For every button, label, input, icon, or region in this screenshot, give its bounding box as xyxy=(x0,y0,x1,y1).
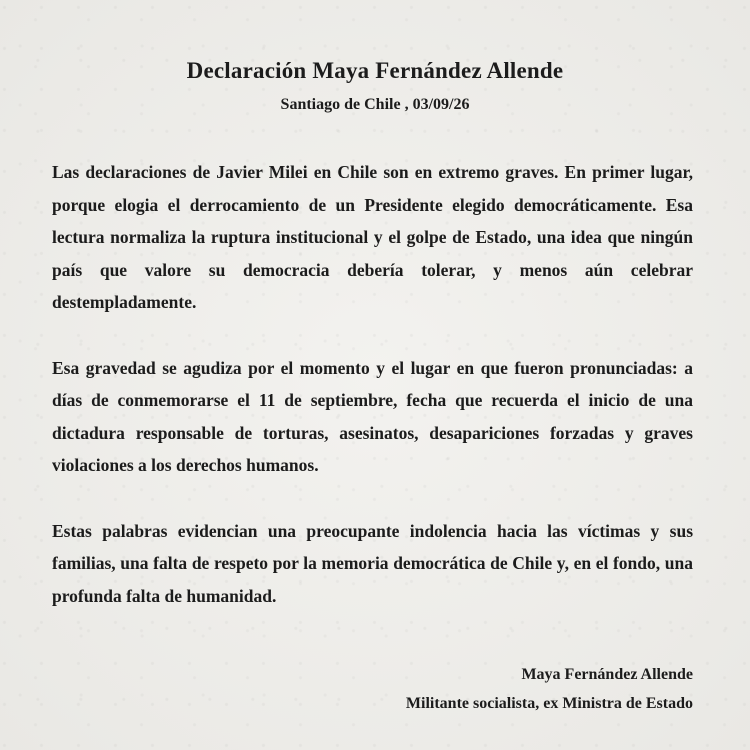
statement-title: Declaración Maya Fernández Allende xyxy=(186,58,564,83)
signature-name: Maya Fernández Allende xyxy=(521,666,693,683)
paragraph-1: Las declaraciones de Javier Milei en Chile son en extremo graves. En primer lugar, porque elogia el derrocamiento de un Presidente elegido democráticamente. Esa lectura normaliza la ruptura institucional y el golpe de Estado, una idea que ningún país que valore su democracia debería tolerar, y menos aún celebrar destempladamente. xyxy=(52,162,693,312)
paragraph-3: Estas palabras evidencian una preocupante indolencia hacia las víctimas y sus familias, una falta de respeto por la memoria democrática de Chile y, en el fondo, una profunda falta de humanidad. xyxy=(52,520,693,606)
signature-block xyxy=(406,660,693,718)
statement-body xyxy=(52,156,693,612)
signature-role: Militante socialista, ex Ministra de Estado xyxy=(405,695,693,712)
paragraph-2: Esa gravedad se agudiza por el momento y el lugar en que fueron pronunciadas: a días de conmemorarse el 11 de septiembre, fecha que recuerda el inicio de una dictadura responsable de torturas, asesinatos, desapariciones forzadas y graves violaciones a los derechos humanos. xyxy=(52,357,693,475)
place-and-date: Santiago de Chile , 03/09/26 xyxy=(280,96,470,113)
